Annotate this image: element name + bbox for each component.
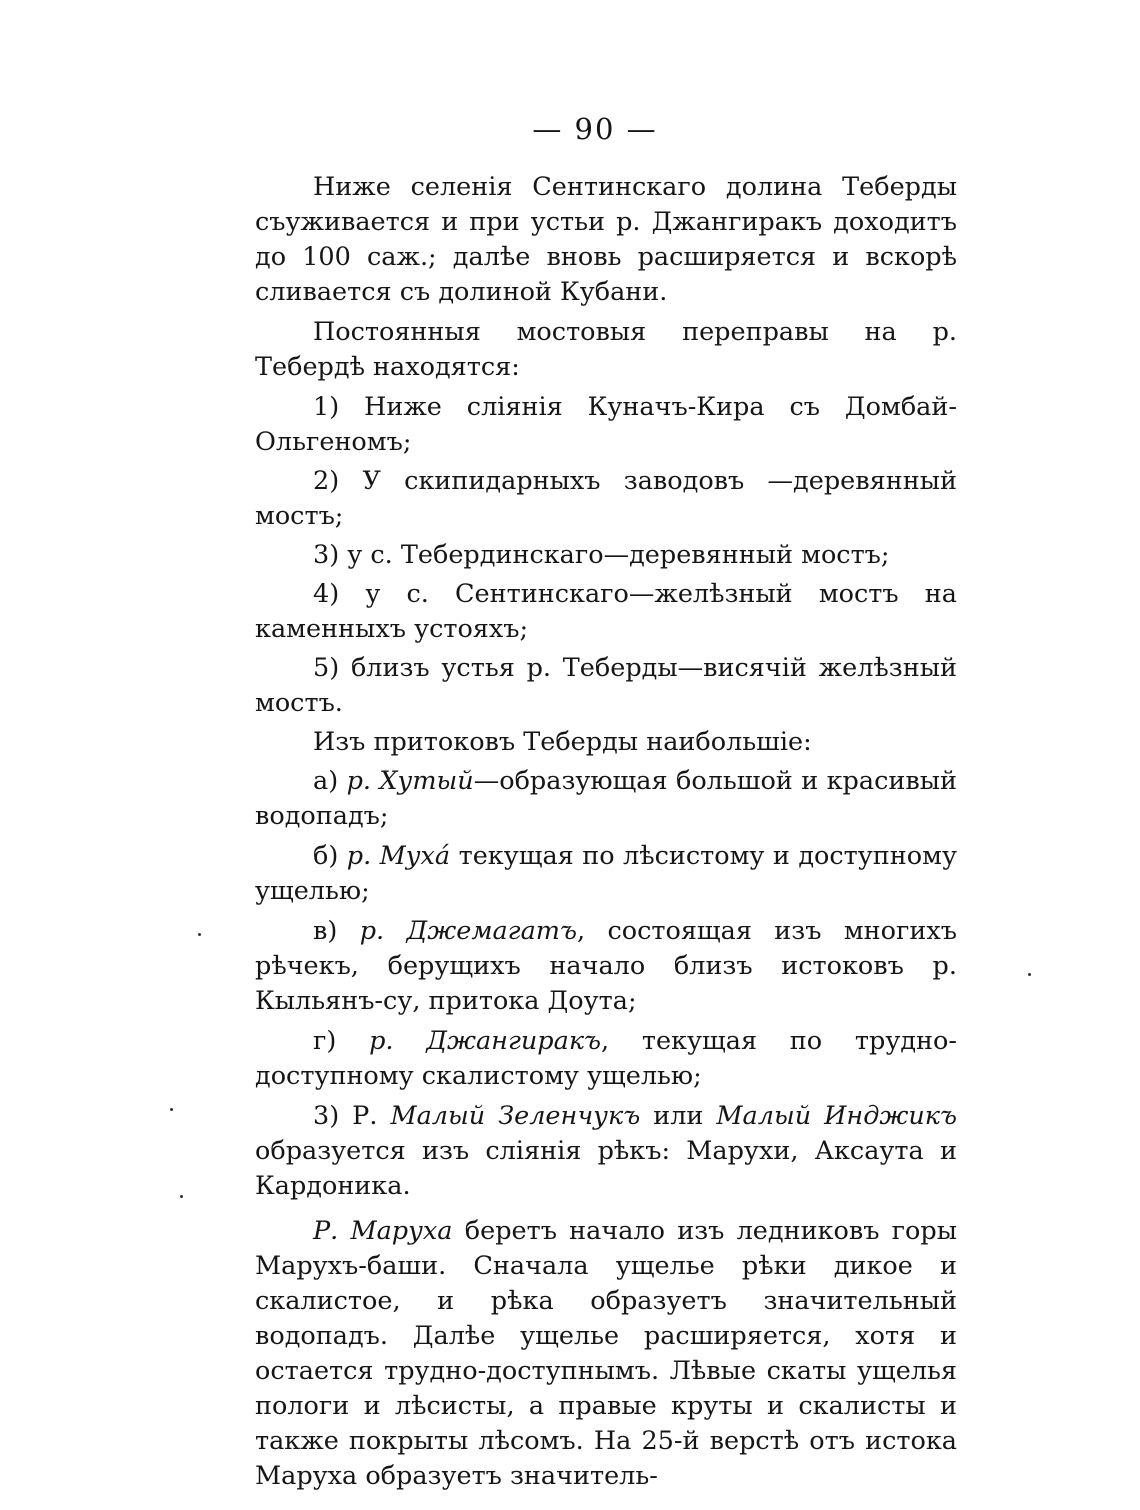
tributary-v-text: , состоящая изъ многихъ рѣчекъ, берущихъ начало близъ истоковъ р. Кыльянъ-су, притока Доута; <box>255 916 957 1016</box>
paragraph-bridges-intro: Постоянныя мостовыя переправы на р. Тебердѣ находятся: <box>255 317 957 382</box>
scan-speck <box>1028 973 1031 976</box>
scan-speck <box>198 933 201 936</box>
zelenchuk-or: или <box>640 1101 717 1131</box>
tributary-g-marker: г) <box>313 1026 370 1056</box>
bridge-item-2: 2) У скипидарныхъ заводовъ —деревянный мостъ; <box>255 466 957 531</box>
zelenchuk-marker: 3) Р. <box>313 1101 391 1131</box>
tributary-v-marker: в) <box>313 916 360 946</box>
scan-speck <box>170 1108 173 1111</box>
paragraph-maly-zelenchuk <box>255 1099 957 1204</box>
tributary-a-marker: а) <box>313 766 347 796</box>
body-text <box>255 170 957 1499</box>
tributary-item-b <box>255 839 957 909</box>
bridge-item-1: 1) Ниже слiянія Куначъ-Кира съ Домбай-Ольгеномъ; <box>255 392 957 457</box>
paragraph-marukha <box>255 1214 957 1494</box>
tributary-a-name: р. Хутый <box>346 766 474 796</box>
bridge-item-4: 4) у с. Сентинскаго—желѣзный мостъ на каменныхъ устояхъ; <box>255 579 957 644</box>
tributary-a-text: —образующая большой и красивый водопадъ; <box>255 766 957 831</box>
tributary-v-name: р. Джемагатъ <box>359 916 577 946</box>
paragraph-tributaries-intro: Изъ притоковъ Теберды наибольшiе: <box>313 727 812 757</box>
zelenchuk-name: Малый Зеленчукъ <box>390 1101 641 1131</box>
indzhik-name: Малый Инджикъ <box>716 1101 958 1131</box>
zelenchuk-text: образуется изъ слiянія рѣкъ: Марухи, Аксаута и Кардоника. <box>255 1136 957 1201</box>
tributary-b-marker: б) <box>313 841 347 871</box>
marukha-name: Р. Маруха <box>313 1216 453 1246</box>
tributary-item-v <box>255 914 957 1019</box>
page-number: — 90 — <box>532 112 658 146</box>
tributary-g-text: , текущая по трудно-доступному скалистому ущелью; <box>255 1026 958 1091</box>
tributary-b-name: р. Муха́ <box>346 841 451 871</box>
tributary-item-a <box>255 764 957 834</box>
bridge-item-5: 5) близъ устья р. Теберды—висячій желѣзный мостъ. <box>255 653 957 718</box>
marukha-text: беретъ начало изъ ледниковъ горы Марухъ-баши. Сначала ущелье рѣки дикое и скалистое, и рѣка образуетъ значительный водопадъ. Далѣе ущелье расширяется, хотя и остается трудно-доступнымъ. Лѣвые скаты ущелья пологи и лѣсисты, а правые круты и скалисты и также покрыты лѣсомъ. На 25-й верстѣ отъ истока Маруха образуетъ значитель- <box>255 1216 957 1491</box>
bridge-item-3: 3) у с. Тебердинскаго—деревянный мостъ; <box>313 540 890 570</box>
tributary-b-text: текущая по лѣсистому и доступному ущелью; <box>255 841 957 906</box>
tributary-item-g <box>255 1024 957 1094</box>
scan-speck <box>180 1195 183 1198</box>
paragraph-teberda-valley: Ниже селенія Сентинскаго долина Теберды съуживается и при устьи р. Джангиракъ доходитъ до 100 саж.; далѣе вновь расширяется и вскорѣ сливается съ долиной Кубани. <box>255 172 957 307</box>
tributary-g-name: р. Джангиракъ <box>369 1026 602 1056</box>
